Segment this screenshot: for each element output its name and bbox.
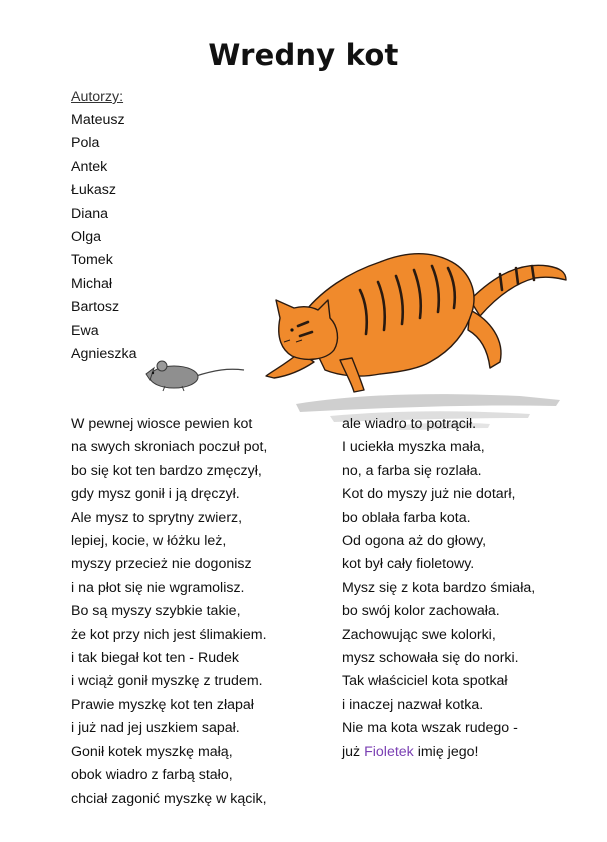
author-name: Antek	[71, 158, 108, 175]
poem-line: bo się kot ten bardzo zmęczył,	[71, 462, 262, 479]
author-name: Mateusz	[71, 112, 125, 128]
poem-line: Tak właściciel kota spotkał	[342, 673, 508, 690]
poem-line: i inaczej nazwał kotka.	[342, 696, 484, 713]
mouse-illustration	[146, 361, 244, 391]
authors-label: Autorzy:	[71, 89, 124, 105]
poem-line: na swych skroniach poczuł pot,	[71, 439, 268, 456]
poem-last-line	[342, 741, 535, 764]
author-name: Agnieszka	[71, 346, 137, 363]
author-name: Olga	[71, 229, 101, 246]
poem-left-column	[71, 413, 267, 811]
poem-line: obok wiadro z farbą stało,	[71, 767, 233, 784]
author-name: Łukasz	[71, 182, 116, 199]
poem-line: Zachowując swe kolorki,	[342, 626, 496, 643]
last-line-prefix: już	[342, 743, 365, 760]
poem-line: bo oblała farba kota.	[342, 509, 471, 526]
poem-line: i wciąż gonił myszkę z trudem.	[71, 673, 263, 690]
poem-line: mysz schowała się do norki.	[342, 650, 519, 667]
poem-line: Kot do myszy już nie dotarł,	[342, 486, 516, 503]
fioletek-highlight: Fioletek	[364, 743, 414, 760]
page-title: Wredny kot	[208, 38, 399, 72]
poem-line: Mysz się z kota bardzo śmiała,	[342, 579, 536, 596]
poem-line: chciał zagonić myszkę w kącik,	[71, 790, 267, 807]
poem-line: no, a farba się rozlała.	[342, 462, 482, 479]
author-name: Diana	[71, 205, 109, 222]
author-name: Bartosz	[71, 299, 120, 316]
poem-line: bo swój kolor zachowała.	[342, 603, 500, 620]
last-line-suffix: imię jego!	[413, 743, 479, 760]
poem-line: Ale mysz to sprytny zwierz,	[71, 509, 243, 526]
poem-line: że kot przy nich jest ślimakiem.	[71, 626, 267, 643]
author-name: Pola	[71, 135, 100, 152]
author-name: Ewa	[71, 322, 99, 339]
poem-line: myszy przecież nie dogonisz	[71, 556, 252, 573]
poem-line: W pewnej wiosce pewien kot	[71, 416, 253, 432]
poem-line: Bo są myszy szybkie takie,	[71, 603, 241, 620]
poem-line: ale wiadro to potrącił.	[342, 416, 477, 432]
author-name: Tomek	[71, 252, 113, 269]
cat-illustration	[266, 254, 566, 392]
poem-line: i tak biegał kot ten - Rudek	[71, 650, 239, 667]
poem-line: Od ogona aż do głowy,	[342, 533, 487, 550]
poem-line: I uciekła myszka mała,	[342, 439, 485, 456]
poem-line: lepiej, kocie, w łóżku leż,	[71, 533, 227, 550]
poem-line: i na płot się nie wgramolisz.	[71, 579, 245, 596]
poem-line: Gonił kotek myszkę małą,	[71, 743, 233, 760]
poem-line: i już nad jej uszkiem sapał.	[71, 720, 240, 737]
poem-line: kot był cały fioletowy.	[342, 556, 475, 573]
poem-line: Prawie myszkę kot ten złapał	[71, 696, 254, 713]
poem-right-column	[342, 413, 535, 764]
poem-line: gdy mysz gonił i ją dręczył.	[71, 486, 240, 503]
author-name: Michał	[71, 275, 112, 292]
poem-line: Nie ma kota wszak rudego -	[342, 720, 518, 737]
